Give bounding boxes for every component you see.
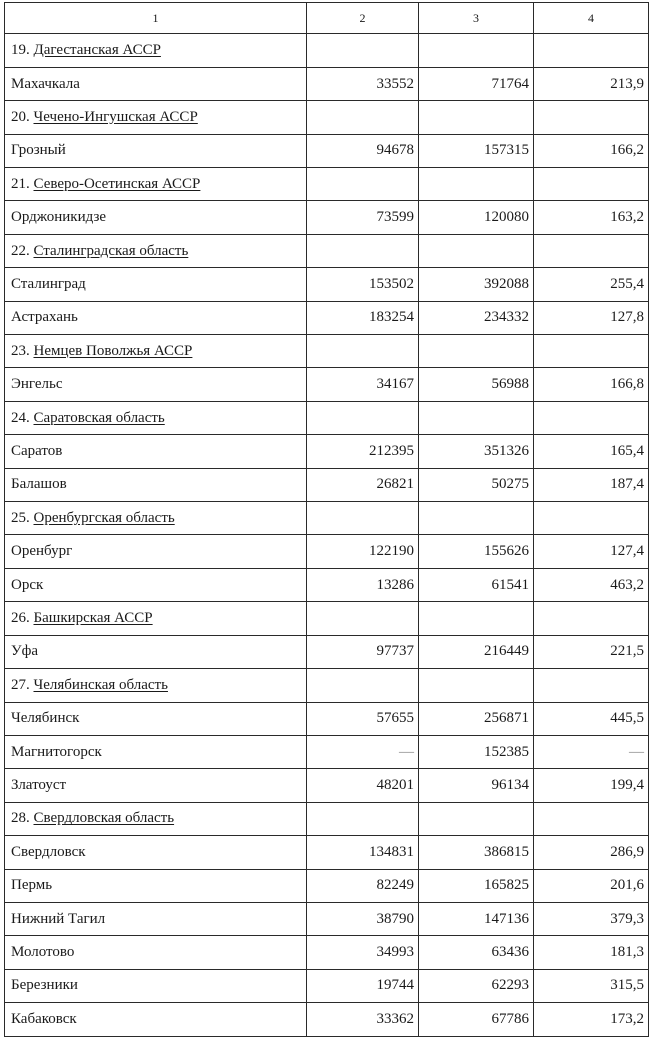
value-col-2: 19744 bbox=[307, 969, 419, 1002]
value-col-2: 13286 bbox=[307, 568, 419, 601]
empty-cell bbox=[534, 802, 649, 835]
city-name: Молотово bbox=[5, 936, 307, 969]
region-number: 27. bbox=[11, 676, 30, 693]
empty-cell bbox=[307, 502, 419, 535]
empty-cell bbox=[307, 101, 419, 134]
value-col-2: — bbox=[307, 735, 419, 768]
empty-cell bbox=[307, 669, 419, 702]
empty-cell bbox=[419, 669, 534, 702]
value-col-3: 56988 bbox=[419, 368, 534, 401]
empty-cell bbox=[534, 401, 649, 434]
value-col-4: 199,4 bbox=[534, 769, 649, 802]
empty-cell bbox=[534, 168, 649, 201]
city-name: Нижний Тагил bbox=[5, 902, 307, 935]
region-cell bbox=[5, 101, 307, 134]
region-name: Саратовская область bbox=[33, 409, 165, 426]
city-row bbox=[5, 702, 649, 735]
city-name: Сталинград bbox=[5, 268, 307, 301]
value-col-3: 67786 bbox=[419, 1003, 534, 1037]
value-col-3: 256871 bbox=[419, 702, 534, 735]
value-col-2: 33362 bbox=[307, 1003, 419, 1037]
city-row bbox=[5, 535, 649, 568]
value-col-3: 216449 bbox=[419, 635, 534, 668]
header-cell-2: 2 bbox=[307, 3, 419, 34]
value-col-4: 181,3 bbox=[534, 936, 649, 969]
value-col-2: 183254 bbox=[307, 301, 419, 334]
empty-cell bbox=[307, 168, 419, 201]
value-col-3: 152385 bbox=[419, 735, 534, 768]
value-col-3: 351326 bbox=[419, 435, 534, 468]
value-col-3: 386815 bbox=[419, 836, 534, 869]
value-col-4: 165,4 bbox=[534, 435, 649, 468]
value-col-3: 147136 bbox=[419, 902, 534, 935]
region-number: 19. bbox=[11, 42, 30, 59]
value-col-3: 62293 bbox=[419, 969, 534, 1002]
city-row bbox=[5, 635, 649, 668]
city-row bbox=[5, 969, 649, 1002]
value-col-2: 38790 bbox=[307, 902, 419, 935]
city-name: Магнитогорск bbox=[5, 735, 307, 768]
region-row bbox=[5, 168, 649, 201]
empty-cell bbox=[419, 101, 534, 134]
city-name: Энгельс bbox=[5, 368, 307, 401]
value-col-2: 82249 bbox=[307, 869, 419, 902]
value-col-2: 33552 bbox=[307, 67, 419, 100]
region-row bbox=[5, 602, 649, 635]
region-name: Оренбургская область bbox=[33, 509, 175, 526]
region-number: 28. bbox=[11, 810, 30, 827]
city-name: Кабаковск bbox=[5, 1003, 307, 1037]
empty-cell bbox=[534, 602, 649, 635]
region-row bbox=[5, 401, 649, 434]
region-row bbox=[5, 802, 649, 835]
table-body bbox=[5, 3, 649, 1037]
region-cell bbox=[5, 168, 307, 201]
value-col-2: 97737 bbox=[307, 635, 419, 668]
empty-cell bbox=[534, 335, 649, 368]
value-col-2: 26821 bbox=[307, 468, 419, 501]
city-row bbox=[5, 1003, 649, 1037]
city-row bbox=[5, 869, 649, 902]
value-col-3: 50275 bbox=[419, 468, 534, 501]
city-row bbox=[5, 468, 649, 501]
city-name: Оренбург bbox=[5, 535, 307, 568]
city-name: Пермь bbox=[5, 869, 307, 902]
header-row bbox=[5, 3, 649, 34]
value-col-2: 134831 bbox=[307, 836, 419, 869]
city-row bbox=[5, 368, 649, 401]
value-col-2: 34993 bbox=[307, 936, 419, 969]
city-row bbox=[5, 134, 649, 167]
city-name: Златоуст bbox=[5, 769, 307, 802]
header-cell-3: 3 bbox=[419, 3, 534, 34]
value-col-2: 48201 bbox=[307, 769, 419, 802]
region-row bbox=[5, 234, 649, 267]
value-col-2: 57655 bbox=[307, 702, 419, 735]
region-cell bbox=[5, 335, 307, 368]
empty-cell bbox=[419, 502, 534, 535]
region-cell bbox=[5, 401, 307, 434]
value-col-3: 155626 bbox=[419, 535, 534, 568]
value-col-4: 127,8 bbox=[534, 301, 649, 334]
empty-cell bbox=[534, 34, 649, 67]
value-col-4: 213,9 bbox=[534, 67, 649, 100]
value-col-4: 463,2 bbox=[534, 568, 649, 601]
city-name: Березники bbox=[5, 969, 307, 1002]
empty-cell bbox=[419, 234, 534, 267]
value-col-4: — bbox=[534, 735, 649, 768]
city-row bbox=[5, 735, 649, 768]
empty-cell bbox=[307, 34, 419, 67]
value-col-2: 212395 bbox=[307, 435, 419, 468]
empty-cell bbox=[307, 602, 419, 635]
region-name: Немцев Поволжья АССР bbox=[33, 342, 193, 359]
value-col-2: 122190 bbox=[307, 535, 419, 568]
region-row bbox=[5, 335, 649, 368]
region-cell bbox=[5, 669, 307, 702]
region-cell bbox=[5, 234, 307, 267]
empty-cell bbox=[419, 335, 534, 368]
empty-cell bbox=[419, 34, 534, 67]
value-col-4: 445,5 bbox=[534, 702, 649, 735]
empty-cell bbox=[307, 234, 419, 267]
value-col-4: 166,2 bbox=[534, 134, 649, 167]
city-row bbox=[5, 902, 649, 935]
value-col-4: 127,4 bbox=[534, 535, 649, 568]
empty-cell bbox=[534, 502, 649, 535]
region-row bbox=[5, 669, 649, 702]
city-name: Орджоникидзе bbox=[5, 201, 307, 234]
city-row bbox=[5, 268, 649, 301]
value-col-3: 96134 bbox=[419, 769, 534, 802]
value-col-4: 255,4 bbox=[534, 268, 649, 301]
value-col-4: 379,3 bbox=[534, 902, 649, 935]
city-row bbox=[5, 201, 649, 234]
value-col-4: 173,2 bbox=[534, 1003, 649, 1037]
region-cell bbox=[5, 802, 307, 835]
city-name: Махачкала bbox=[5, 67, 307, 100]
region-number: 20. bbox=[11, 108, 30, 125]
value-col-3: 63436 bbox=[419, 936, 534, 969]
city-row bbox=[5, 769, 649, 802]
region-number: 24. bbox=[11, 409, 30, 426]
value-col-3: 157315 bbox=[419, 134, 534, 167]
empty-cell bbox=[419, 401, 534, 434]
value-col-3: 120080 bbox=[419, 201, 534, 234]
city-name: Орск bbox=[5, 568, 307, 601]
value-col-4: 166,8 bbox=[534, 368, 649, 401]
population-table bbox=[4, 2, 649, 1037]
region-cell bbox=[5, 34, 307, 67]
empty-cell bbox=[307, 802, 419, 835]
empty-cell bbox=[534, 669, 649, 702]
city-name: Уфа bbox=[5, 635, 307, 668]
empty-cell bbox=[534, 234, 649, 267]
city-name: Грозный bbox=[5, 134, 307, 167]
value-col-3: 234332 bbox=[419, 301, 534, 334]
city-row bbox=[5, 67, 649, 100]
empty-cell bbox=[307, 335, 419, 368]
header-cell-4: 4 bbox=[534, 3, 649, 34]
value-col-4: 187,4 bbox=[534, 468, 649, 501]
city-name: Саратов bbox=[5, 435, 307, 468]
region-number: 25. bbox=[11, 509, 30, 526]
value-col-4: 221,5 bbox=[534, 635, 649, 668]
city-name: Астрахань bbox=[5, 301, 307, 334]
region-row bbox=[5, 34, 649, 67]
region-number: 22. bbox=[11, 242, 30, 259]
city-name: Свердловск bbox=[5, 836, 307, 869]
empty-cell bbox=[419, 602, 534, 635]
city-row bbox=[5, 301, 649, 334]
region-name: Дагестанская АССР bbox=[33, 42, 161, 59]
region-row bbox=[5, 101, 649, 134]
city-name: Челябинск bbox=[5, 702, 307, 735]
value-col-2: 153502 bbox=[307, 268, 419, 301]
region-number: 26. bbox=[11, 610, 30, 626]
value-col-4: 315,5 bbox=[534, 969, 649, 1002]
region-name: Свердловская область bbox=[33, 810, 175, 827]
region-name: Челябинская область bbox=[33, 676, 168, 693]
value-col-3: 61541 bbox=[419, 568, 534, 601]
city-row bbox=[5, 936, 649, 969]
empty-cell bbox=[534, 101, 649, 134]
value-col-2: 73599 bbox=[307, 201, 419, 234]
value-col-2: 94678 bbox=[307, 134, 419, 167]
region-number: 23. bbox=[11, 342, 30, 359]
empty-cell bbox=[419, 168, 534, 201]
value-col-4: 163,2 bbox=[534, 201, 649, 234]
city-row bbox=[5, 836, 649, 869]
city-row bbox=[5, 568, 649, 601]
header-cell-1: 1 bbox=[5, 3, 307, 34]
region-number: 21. bbox=[11, 175, 30, 192]
region-name: Башкирская АССР bbox=[33, 610, 153, 626]
value-col-3: 392088 bbox=[419, 268, 534, 301]
region-name: Сталинградская область bbox=[33, 242, 189, 259]
region-cell bbox=[5, 502, 307, 535]
value-col-4: 286,9 bbox=[534, 836, 649, 869]
region-row bbox=[5, 502, 649, 535]
value-col-3: 165825 bbox=[419, 869, 534, 902]
value-col-3: 71764 bbox=[419, 67, 534, 100]
value-col-2: 34167 bbox=[307, 368, 419, 401]
value-col-4: 201,6 bbox=[534, 869, 649, 902]
region-name: Северо-Осетинская АССР bbox=[33, 175, 201, 192]
region-cell bbox=[5, 602, 307, 635]
empty-cell bbox=[307, 401, 419, 434]
region-name: Чечено-Ингушская АССР bbox=[33, 108, 198, 125]
city-name: Балашов bbox=[5, 468, 307, 501]
city-row bbox=[5, 435, 649, 468]
empty-cell bbox=[419, 802, 534, 835]
